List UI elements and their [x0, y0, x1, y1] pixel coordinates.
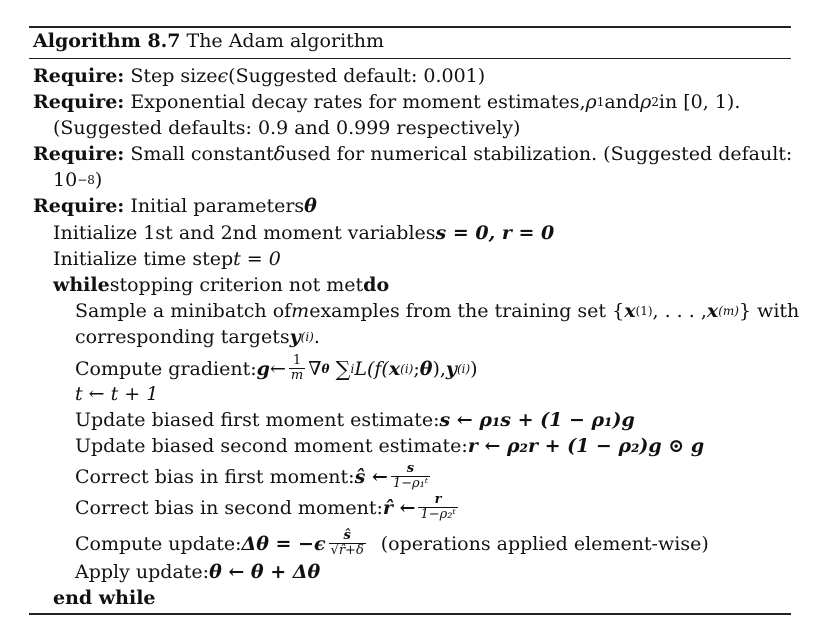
first-moment-text: Update biased first moment estimate:	[75, 409, 440, 431]
targets-period: .	[313, 326, 320, 348]
loop-condition: stopping criterion not met	[109, 274, 364, 296]
gradient-loss: L(f(	[354, 357, 389, 380]
algorithm-label: Algorithm 8.7	[33, 30, 181, 52]
theta-symbol: θ	[304, 195, 317, 217]
gradient-fraction	[289, 354, 305, 383]
decay-and: and	[604, 91, 641, 113]
step-size-text: Step size	[130, 65, 218, 87]
sample-dots: , . . . ,	[652, 300, 707, 322]
gradient-sep: ;	[413, 357, 420, 380]
apply-update-text: Apply update:	[75, 561, 210, 583]
decay-note-text: (Suggested defaults: 0.9 and 0.999 respectively)	[53, 117, 521, 139]
init-time-math: t = 0	[233, 248, 281, 270]
sample-line-2: corresponding targets y (i) .	[75, 326, 320, 348]
second-moment-line	[75, 434, 704, 458]
sample-with: } with	[738, 300, 800, 322]
gradient-frac-den: m	[290, 368, 304, 383]
top-rule	[29, 26, 791, 28]
end-while-keyword: end while	[53, 587, 156, 609]
require-step-size	[33, 64, 485, 88]
rho1-symbol: ρ	[585, 91, 597, 113]
second-moment-text: Update biased second moment estimate:	[75, 435, 468, 457]
compute-update-den: √r̂+δ	[330, 543, 364, 558]
gradient-line: Compute gradient: g ← $\frac{1}{m}$ ∇ θ ∑ i L(f( x (i) ; θ ), y (i) )	[75, 353, 478, 383]
bias-first-lhs: ŝ ←	[354, 465, 388, 488]
targets-y: y	[289, 326, 301, 348]
rho2-symbol: ρ	[640, 91, 652, 113]
step-size-default: (Suggested default: 0.001)	[228, 65, 486, 87]
gradient-end: )	[470, 357, 478, 380]
compute-update-lhs: Δθ = −ϵ	[241, 532, 326, 555]
sum-symbol: ∑	[335, 356, 351, 381]
algorithm-title: The Adam algorithm	[186, 30, 385, 52]
bias-first-text: Correct bias in first moment:	[75, 465, 355, 488]
compute-update-num: ŝ	[343, 528, 351, 543]
init-moments-text: Initialize 1st and 2nd moment variables	[53, 222, 436, 244]
delta-symbol: δ	[273, 143, 286, 165]
constant-text: Small constant	[130, 143, 274, 165]
init-time-line	[53, 247, 281, 271]
bias-first-line	[75, 462, 433, 491]
second-moment-math: r ← ρ₂r + (1 − ρ₂)g ⊙ g	[467, 435, 705, 457]
initial-params-text: Initial parameters	[130, 195, 305, 217]
gradient-x: x	[388, 357, 401, 380]
gradient-arrow: ←	[269, 357, 286, 380]
init-time-text: Initialize time step	[53, 248, 234, 270]
sample-m: m	[291, 300, 310, 322]
gradient-y: y	[445, 357, 457, 380]
require-initial-params	[33, 194, 317, 218]
while-line	[53, 273, 389, 297]
decay-text: Exponential decay rates for moment estimates,	[130, 91, 586, 113]
sample-mid-text: examples from the training set {	[309, 300, 625, 322]
require-keyword: Require:	[33, 195, 125, 217]
while-keyword: while	[53, 274, 110, 296]
compute-update-fraction	[329, 529, 366, 558]
gradient-g: g	[256, 357, 270, 380]
bias-first-den: 1−ρ₁ᵗ	[392, 476, 429, 491]
nabla-symbol: ∇	[308, 357, 322, 380]
bias-second-den: 1−ρ₂ᵗ	[420, 507, 456, 522]
first-moment-line	[75, 408, 635, 432]
compute-update-note: (operations applied element-wise)	[380, 532, 709, 555]
decay-defaults-note	[53, 116, 520, 140]
bias-first-fraction	[391, 462, 430, 491]
gradient-close: ),	[432, 357, 446, 380]
constant-base: 10	[53, 169, 78, 191]
require-keyword: Require:	[33, 65, 125, 87]
algorithm-caption	[33, 29, 384, 53]
caption-rule	[29, 58, 791, 59]
decay-range: in [0, 1).	[658, 91, 741, 113]
bottom-rule	[29, 613, 791, 615]
constant-close: )	[94, 169, 103, 191]
compute-update-text: Compute update:	[75, 532, 242, 555]
require-keyword: Require:	[33, 91, 125, 113]
gradient-theta: θ	[419, 357, 433, 380]
bias-second-line	[75, 493, 461, 522]
bias-second-num: r	[434, 492, 442, 507]
init-moments-math: s = 0, r = 0	[435, 222, 555, 244]
targets-text: corresponding targets	[75, 326, 290, 348]
constant-note: used for numerical stabilization. (Suggested default:	[285, 143, 793, 165]
require-keyword: Require:	[33, 143, 125, 165]
bias-second-text: Correct bias in second moment:	[75, 496, 383, 519]
algorithm-box	[29, 26, 800, 616]
sample-line-1: Sample a minibatch of m examples from the training set { x (1) , . . . , x (m) } with	[75, 300, 800, 322]
bias-first-num: s	[406, 461, 415, 476]
apply-update-line	[75, 560, 320, 584]
bias-second-fraction	[418, 493, 457, 522]
time-update-line	[75, 382, 158, 406]
sample-xm: x	[706, 300, 719, 322]
constant-default-value: 10 −8 )	[53, 169, 103, 191]
gradient-text: Compute gradient:	[75, 357, 257, 380]
require-decay-rates: Require: Exponential decay rates for moment estimates, ρ 1 and ρ 2 in [0, 1).	[33, 91, 741, 113]
sample-x1: x	[624, 300, 636, 322]
compute-update-line	[75, 529, 709, 558]
init-moments-line	[53, 221, 554, 245]
do-keyword: do	[363, 274, 390, 296]
require-small-constant	[33, 142, 792, 166]
gradient-frac-num: 1	[292, 353, 302, 368]
time-update-math: t ← t + 1	[75, 383, 159, 405]
apply-update-math: θ ← θ + Δθ	[209, 561, 321, 583]
epsilon-symbol: ϵ	[217, 65, 229, 87]
end-while-line	[53, 586, 156, 610]
bias-second-lhs: r̂ ←	[382, 496, 416, 519]
first-moment-math: s ← ρ₁s + (1 − ρ₁)g	[439, 409, 635, 431]
sample-text: Sample a minibatch of	[75, 300, 292, 322]
